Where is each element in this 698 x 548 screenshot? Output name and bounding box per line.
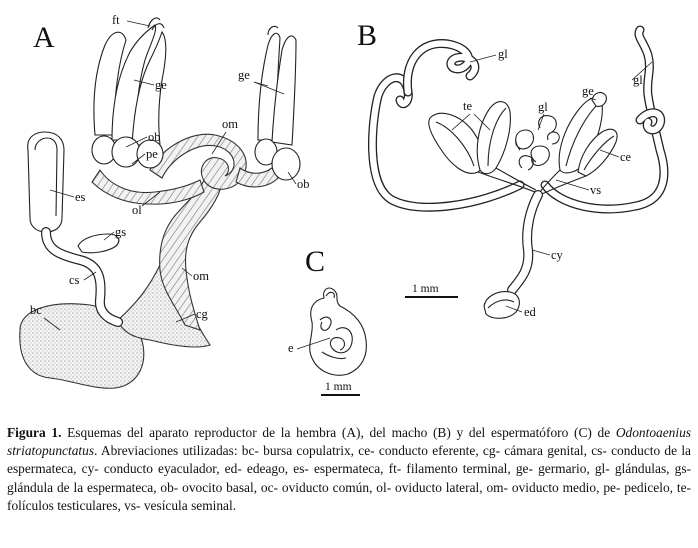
- label-ed: ed: [524, 305, 536, 319]
- label-e: e: [288, 341, 294, 355]
- spermathecal-gland-shape: [78, 234, 119, 253]
- panel-c-letter: C: [305, 245, 326, 278]
- label-cy: cy: [551, 248, 563, 262]
- panel-a-letter: A: [33, 21, 55, 54]
- spermatophore-shape: [310, 288, 367, 375]
- panel-b: [357, 19, 664, 319]
- label-om-bottom: om: [193, 269, 209, 283]
- label-gl-right: gl: [633, 73, 643, 87]
- central-glands: [516, 116, 560, 170]
- label-om-top: om: [222, 117, 238, 131]
- basal-oocyte-right-2: [272, 148, 300, 180]
- label-ce: ce: [620, 150, 632, 164]
- caption-species: Odontoaenius striatopunctatus: [7, 425, 691, 459]
- label-ge: ge: [582, 84, 594, 98]
- figure-caption: [7, 424, 691, 515]
- label-ob-right: ob: [297, 177, 310, 191]
- caption-text-2: . Abreviaciones utilizadas: bc- bursa copulatrix, ce- conducto eferente, cg- cámara genital, cs- conducto de la espermateca, cy- conducto eyaculador, ed- edeago, es- espermateca, ft- filamento terminal, ge- germario, gl- glándulas, gs- glándula de la espermateca, ob- ovocito basal, oc- oviducto común, ol- oviducto lateral, om- oviducto medio, pe- pedicelo, te- folículos testiculares, vs- vesícula seminal.: [7, 443, 691, 513]
- label-bc: bc: [30, 303, 42, 317]
- basal-oocyte-left-2: [112, 137, 140, 167]
- label-vs: vs: [590, 183, 602, 197]
- accessory-gland-tubules: [372, 30, 663, 209]
- aedeagus-shape: [484, 292, 519, 319]
- ejaculatory-duct-inner: [512, 195, 538, 290]
- lateral-oviduct-right-shape: [236, 168, 278, 187]
- caption-text-1: Esquemas del aparato reproductor de la hembra (A), del macho (B) y del espermatóforo (C) de: [61, 425, 616, 440]
- label-gl-top: gl: [498, 47, 508, 61]
- label-es: es: [75, 190, 86, 204]
- caption-title: Figura 1.: [7, 425, 62, 440]
- panel-b-letter: B: [357, 19, 378, 52]
- scale-label-c: 1 mm: [325, 381, 352, 393]
- label-cg: cg: [196, 307, 208, 321]
- label-cs: cs: [69, 273, 80, 287]
- label-ft: ft: [112, 13, 120, 27]
- label-te: te: [463, 99, 473, 113]
- label-ob-left: ob: [148, 130, 161, 144]
- scale-label-b: 1 mm: [412, 283, 439, 295]
- label-pe: pe: [146, 147, 158, 161]
- label-gs: gs: [115, 225, 127, 239]
- lateral-oviduct-shape: [92, 170, 204, 204]
- testis-follicle-2: [477, 102, 510, 174]
- label-gl-mid: gl: [538, 100, 548, 114]
- panel-a: [20, 13, 310, 388]
- label-ol: ol: [132, 203, 142, 217]
- spermatheca-shape: [28, 132, 64, 232]
- panel-c: [288, 245, 366, 395]
- label-ge-left: ge: [155, 78, 167, 92]
- label-ge-right: ge: [238, 68, 250, 82]
